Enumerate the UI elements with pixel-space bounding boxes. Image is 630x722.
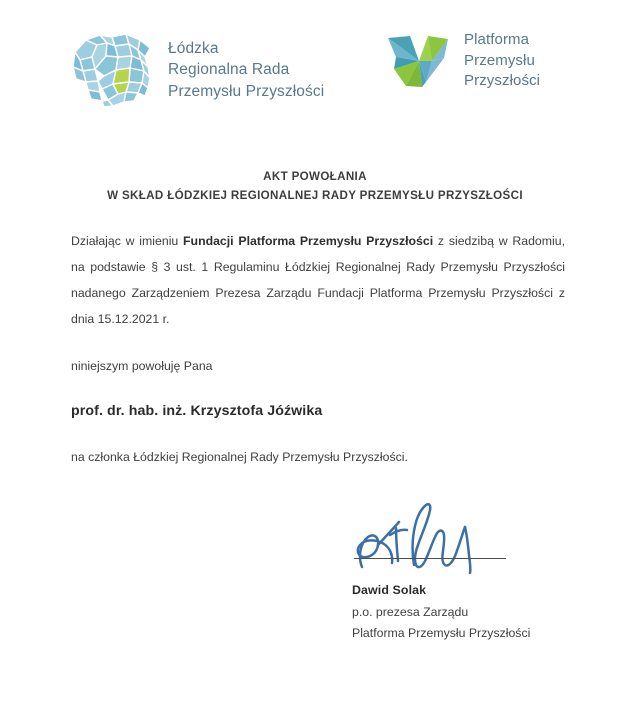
platforma-butterfly-icon <box>386 30 452 92</box>
document-header <box>0 18 630 128</box>
signatory-name: Dawid Solak <box>352 583 427 597</box>
spacer-2 <box>71 379 565 400</box>
signatory-organization: Platforma Przemysłu Przyszłości <box>352 626 531 640</box>
signature-rule <box>354 558 506 559</box>
logo-left-wordmark <box>168 38 324 102</box>
document-body <box>71 228 565 470</box>
logo-right-line-1: Platforma <box>464 31 530 49</box>
logo-right-line-2: Przemysłu <box>464 51 535 69</box>
logo-left-line-3: Przemysłu Przyszłości <box>168 82 325 100</box>
logo-lodzka-regionalna-rada <box>66 26 324 114</box>
logo-platforma-przemyslu-przyszlosci <box>386 30 540 92</box>
spacer-1 <box>71 332 565 353</box>
paragraph-authority-part-2: z siedzibą w Radomiu, na podstawie § 3 ust. 1 Regulaminu Łódzkiej Regionalnej Rady Przemysłu Przyszłości nadanego Zarządzeniem Prezesa Zarządu Fundacji Platforma Przemysłu Przyszłości z dnia 15.12.2021 r. <box>71 234 565 326</box>
signatory-role: p.o. prezesa Zarządu <box>352 605 469 619</box>
poland-map-mosaic-icon <box>66 26 158 114</box>
appointment-intro: niniejszym powołuję Pana <box>71 359 213 373</box>
paragraph-authority <box>71 228 565 332</box>
paragraph-authority-bold: Fundacji Platforma Przemysłu Przyszłości <box>183 234 434 248</box>
title-line-2: W SKŁAD ŁÓDZKIEJ REGIONALNEJ RADY PRZEMYSŁU PRZYSZŁOŚCI <box>107 189 523 202</box>
document-title <box>0 167 630 205</box>
spacer-3 <box>71 422 565 444</box>
logo-right-wordmark <box>464 30 540 91</box>
logo-left-line-2: Regionalna Rada <box>168 61 290 79</box>
appointment-role: na członka Łódzkiej Regionalnej Rady Przemysłu Przyszłości. <box>71 450 408 464</box>
logo-left-line-1: Łódzka <box>168 39 219 57</box>
handwritten-signature-icon <box>352 495 517 573</box>
logo-right-line-3: Przyszłości <box>464 72 541 90</box>
signature-canvas <box>352 495 517 573</box>
paragraph-authority-part-1: Działając w imieniu <box>71 234 184 248</box>
appointee-name: prof. dr. hab. inż. Krzysztofa Jóźwika <box>71 403 323 419</box>
title-line-1: AKT POWOŁANIA <box>263 170 367 183</box>
signature-block <box>352 495 582 644</box>
